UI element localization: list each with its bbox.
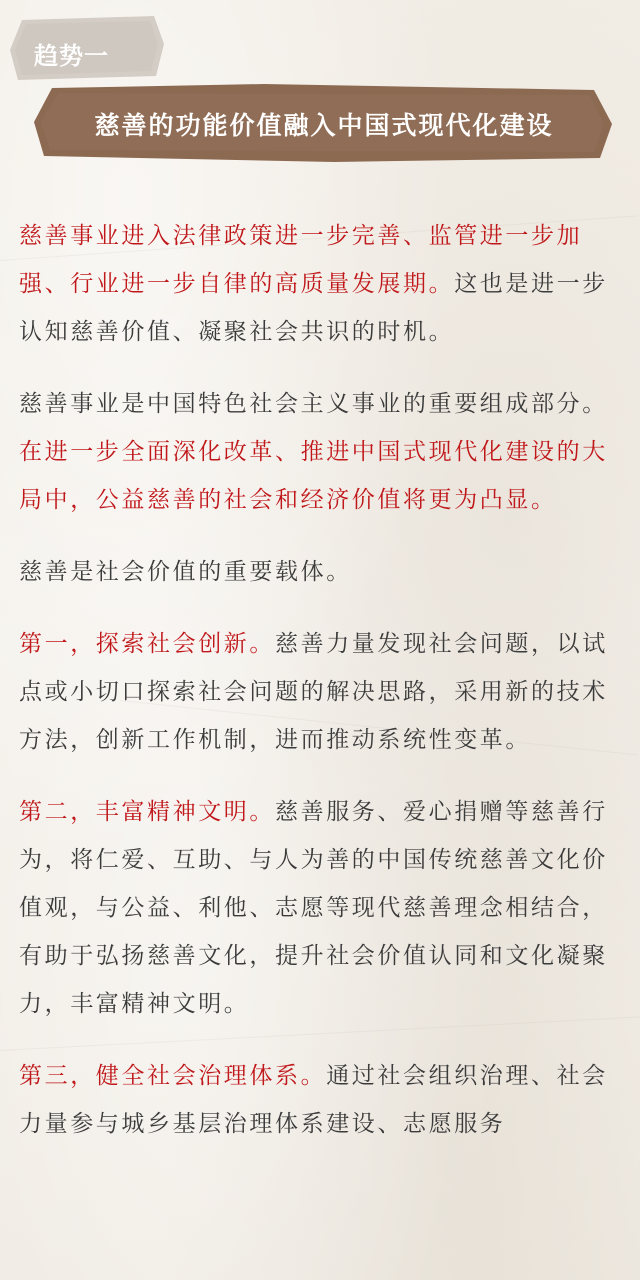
body-text: 慈善事业是中国特色社会主义事业的重要组成部分。 bbox=[19, 391, 608, 417]
paragraph-6 bbox=[19, 1052, 627, 1148]
highlight-text: 在进一步全面深化改革、推进中国式现代化建设的大局中，公益慈善的社会和经济价值将更为凸显。 bbox=[19, 439, 608, 513]
article-header bbox=[0, 0, 640, 170]
paragraph-1 bbox=[19, 212, 627, 356]
body-text: 慈善服务、爱心捐赠等慈善行为，将仁爱、互助、与人为善的中国传统慈善文化价值观，与公益、利他、志愿等现代慈善理念相结合，有助于弘扬慈善文化，提升社会价值认同和文化凝聚力，丰富精神文明。 bbox=[19, 799, 608, 1017]
paragraph-4 bbox=[19, 620, 627, 764]
highlight-text: 第二，丰富精神文明。 bbox=[19, 799, 275, 825]
body-text: 慈善力量发现社会问题，以试点或小切口探索社会问题的解决思路，采用新的技术方法，创新工作机制，进而推动系统性变革。 bbox=[19, 631, 608, 753]
highlight-text: 慈善事业进入法律政策进一步完善、监管进一步加强、行业进一步自律的高质量发展期。 bbox=[19, 223, 583, 297]
banner-title: 慈善的功能价值融入中国式现代化建设 bbox=[94, 111, 554, 140]
trend-label: 趋势一 bbox=[34, 42, 109, 70]
highlight-text: 第一，探索社会创新。 bbox=[19, 631, 275, 657]
paragraph-2 bbox=[19, 380, 627, 524]
body-text: 这也是进一步认知慈善价值、凝聚社会共识的时机。 bbox=[19, 271, 608, 345]
body-text: 通过社会组织治理、社会力量参与城乡基层治理体系建设、志愿服务 bbox=[19, 1063, 608, 1137]
body-text: 慈善是社会价值的重要载体。 bbox=[19, 559, 352, 585]
section-banner bbox=[34, 84, 614, 162]
trend-tag bbox=[8, 14, 168, 82]
paragraph-3 bbox=[19, 548, 627, 596]
highlight-text: 第三，健全社会治理体系。 bbox=[19, 1063, 327, 1089]
article-body bbox=[19, 212, 627, 1172]
paragraph-5 bbox=[19, 788, 627, 1028]
